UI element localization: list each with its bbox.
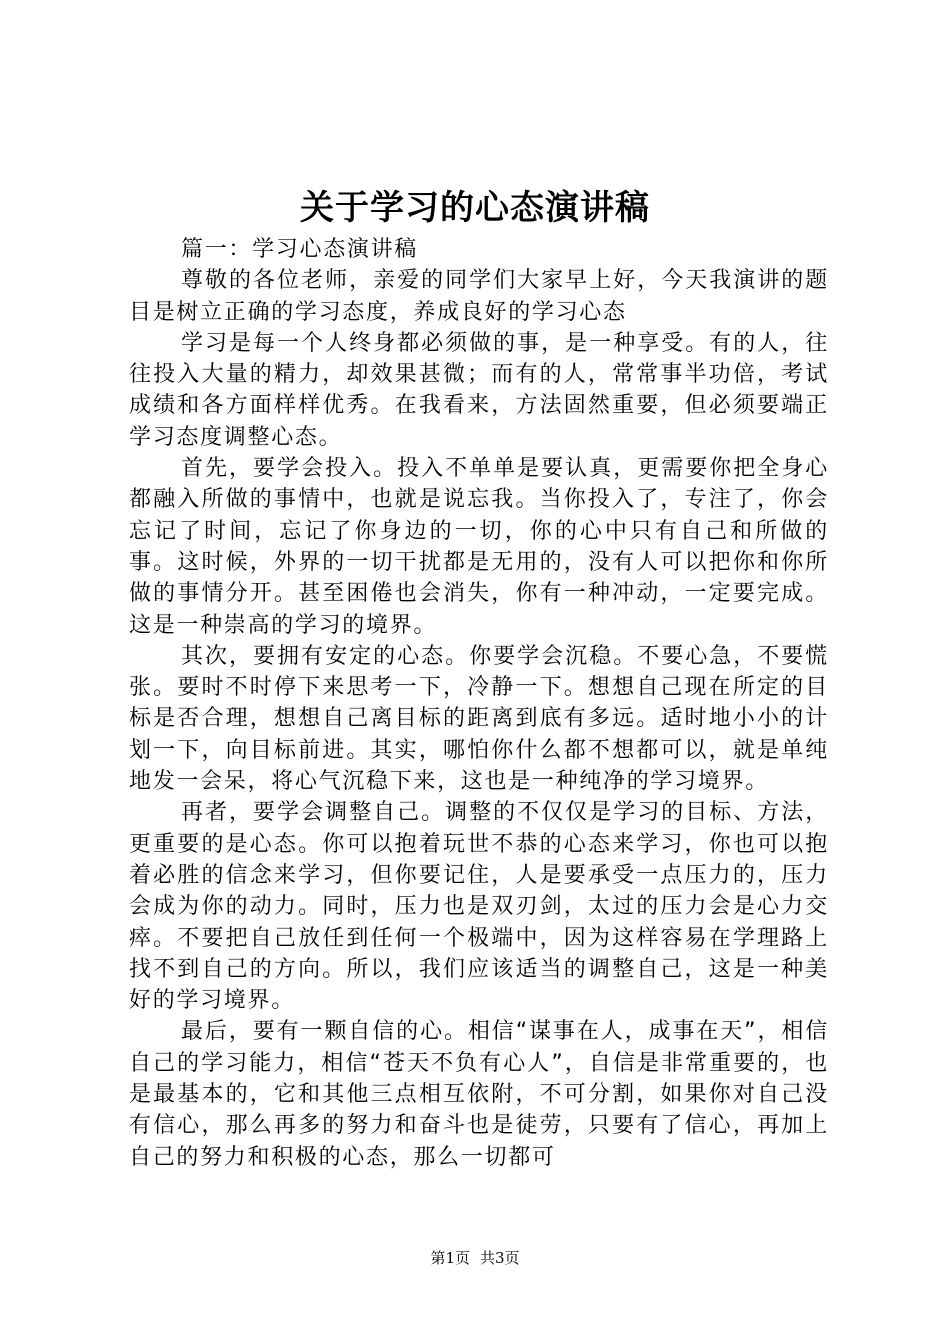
- paragraph-greeting: 尊敬的各位老师，亲爱的同学们大家早上好，今天我演讲的题目是树立正确的学习态度，养成良好的学习心态: [129, 268, 829, 325]
- page-footer: [0, 1248, 950, 1268]
- page-number: 第1页: [430, 1249, 470, 1267]
- paragraph-third-point: 再者，要学会调整自己。调整的不仅仅是学习的目标、方法，更重要的是心态。你可以抱着玩世不恭的心态来学习，你也可以抱着必胜的信念来学习，但你要记住，人是要承受一点压力的，压力会成为你的动力。同时，压力也是双刃剑，太过的压力会是心力交瘁。不要把自己放任到任何一个极端中，因为这样容易在学理路上找不到自己的方向。所以，我们应该适当的调整自己，这是一种美好的学习境界。: [129, 800, 829, 1014]
- paragraph-intro: 学习是每一个人终身都必须做的事，是一种享受。有的人，往往投入大量的精力，却效果甚微；而有的人，常常事半功倍，考试成绩和各方面样样优秀。在我看来，方法固然重要，但必须要端正学习态度调整心态。: [129, 330, 829, 450]
- section-heading: 篇一：学习心态演讲稿: [181, 237, 419, 262]
- paragraph-first-point: 首先，要学会投入。投入不单单是要认真，更需要你把全身心都融入所做的事情中，也就是说忘我。当你投入了，专注了，你会忘记了时间，忘记了你身边的一切，你的心中只有自己和所做的事。这时候，外界的一切干扰都是无用的，没有人可以把你和你所做的事情分开。甚至困倦也会消失，你有一种冲动，一定要完成。这是一种崇高的学习的境界。: [129, 456, 829, 638]
- document-title: 关于学习的心态演讲稿: [300, 188, 650, 228]
- page-total: 共3页: [480, 1249, 520, 1267]
- paragraph-fourth-point: 最后，要有一颗自信的心。相信“谋事在人，成事在天”，相信自己的学习能力，相信“苍天不负有心人”，自信是非常重要的，也是最基本的，它和其他三点相互依附，不可分割，如果你对自己没有信心，那么再多的努力和奋斗也是徒劳，只要有了信心，再加上自己的努力和积极的心态，那么一切都可: [129, 1019, 829, 1170]
- document-body: [129, 234, 829, 1173]
- paragraph-second-point: 其次，要拥有安定的心态。你要学会沉稳。不要心急，不要慌张。要时不时停下来思考一下，冷静一下。想想自己现在所定的目标是否合理，想想自己离目标的距离到底有多远。适时地小小的计划一下，向目标前进。其实，哪怕你什么都不想都可以，就是单纯地发一会呆，将心气沉稳下来，这也是一种纯净的学习境界。: [129, 643, 829, 795]
